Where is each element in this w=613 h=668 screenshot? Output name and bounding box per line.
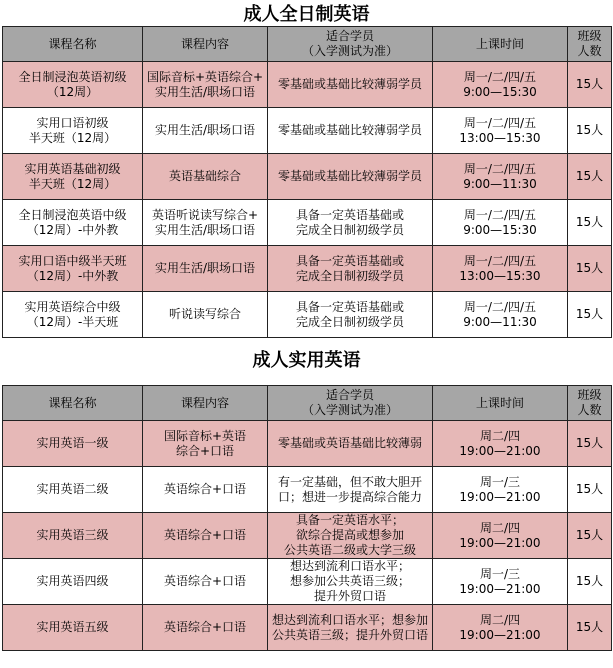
class-time-cell: 周一/二/四/五 9:00—15:30 [433,62,568,108]
section-title-fulltime: 成人全日制英语 [243,4,370,25]
class-time-cell: 周一/二/四/五 9:00—11:30 [433,154,568,200]
class-size-cell: 15人 [568,467,612,513]
course-name-cell: 实用英语五级 [3,605,143,651]
suitable-students-cell: 零基础或英语基础比较薄弱 [268,421,433,467]
course-name-cell: 实用英语三级 [3,513,143,559]
header-course-name: 课程名称 [3,27,143,62]
course-content-cell: 实用生活/职场口语 [143,108,268,154]
table-header-row [3,386,612,421]
suitable-students-cell: 具备一定英语基础或 完成全日制初级学员 [268,246,433,292]
suitable-students-cell: 零基础或基础比较薄弱学员 [268,108,433,154]
course-content-cell: 实用生活/职场口语 [143,246,268,292]
table-row [3,62,612,108]
class-time-cell: 周一/二/四/五 9:00—15:30 [433,200,568,246]
section-title-practical: 成人实用英语 [252,350,361,371]
table-row [3,605,612,651]
header-class-size: 班级 人数 [568,386,612,421]
course-content-cell: 国际音标+英语 综合+口语 [143,421,268,467]
table-row [3,108,612,154]
class-size-cell: 15人 [568,605,612,651]
practical-course-table [2,385,612,651]
header-course-content: 课程内容 [143,386,268,421]
class-size-cell: 15人 [568,421,612,467]
header-course-name: 课程名称 [3,386,143,421]
course-name-cell: 实用英语一级 [3,421,143,467]
course-content-cell: 英语综合+口语 [143,559,268,605]
suitable-students-cell: 想达到流利口语水平；想参加 公共英语三级；提升外贸口语 [268,605,433,651]
course-content-cell: 英语基础综合 [143,154,268,200]
table-row [3,292,612,338]
class-time-cell: 周二/四 19:00—21:00 [433,513,568,559]
header-class-time: 上课时间 [433,386,568,421]
class-size-cell: 15人 [568,513,612,559]
suitable-students-cell: 具备一定英语水平； 欲综合提高或想参加 公共英语二级或大学三级 [268,513,433,559]
table-row [3,246,612,292]
class-time-cell: 周一/二/四/五 9:00—11:30 [433,292,568,338]
suitable-students-cell: 有一定基础，但不敢大胆开 口；想进一步提高综合能力 [268,467,433,513]
table-header-row [3,27,612,62]
course-content-cell: 英语综合+口语 [143,513,268,559]
class-time-cell: 周二/四 19:00—21:00 [433,605,568,651]
class-size-cell: 15人 [568,292,612,338]
class-size-cell: 15人 [568,200,612,246]
class-size-cell: 15人 [568,154,612,200]
class-time-cell: 周一/二/四/五 13:00—15:30 [433,108,568,154]
table-row [3,467,612,513]
header-suitable-students: 适合学员 （入学测试为准） [268,386,433,421]
course-name-cell: 实用英语二级 [3,467,143,513]
class-time-cell: 周一/二/四/五 13:00—15:30 [433,246,568,292]
course-name-cell: 实用英语基础初级 半天班（12周） [3,154,143,200]
class-size-cell: 15人 [568,559,612,605]
course-name-cell: 实用口语初级 半天班（12周） [3,108,143,154]
suitable-students-cell: 想达到流利口语水平； 想参加公共英语三级； 提升外贸口语 [268,559,433,605]
header-suitable-students: 适合学员 （入学测试为准） [268,27,433,62]
class-time-cell: 周一/三 19:00—21:00 [433,467,568,513]
table-row [3,421,612,467]
header-class-time: 上课时间 [433,27,568,62]
table-row [3,513,612,559]
header-course-content: 课程内容 [143,27,268,62]
table-row [3,200,612,246]
course-content-cell: 听说读写综合 [143,292,268,338]
course-content-cell: 英语综合+口语 [143,605,268,651]
class-size-cell: 15人 [568,62,612,108]
course-name-cell: 全日制浸泡英语中级 （12周）-中外教 [3,200,143,246]
class-time-cell: 周一/三 19:00—21:00 [433,559,568,605]
suitable-students-cell: 具备一定英语基础或 完成全日制初级学员 [268,292,433,338]
class-time-cell: 周二/四 19:00—21:00 [433,421,568,467]
table-row [3,559,612,605]
class-size-cell: 15人 [568,246,612,292]
class-size-cell: 15人 [568,108,612,154]
fulltime-course-table [2,26,612,338]
suitable-students-cell: 具备一定英语基础或 完成全日制初级学员 [268,200,433,246]
course-content-cell: 英语听说读写综合+ 实用生活/职场口语 [143,200,268,246]
header-class-size: 班级 人数 [568,27,612,62]
suitable-students-cell: 零基础或基础比较薄弱学员 [268,154,433,200]
course-name-cell: 实用口语中级半天班 （12周）-中外教 [3,246,143,292]
course-content-cell: 英语综合+口语 [143,467,268,513]
course-name-cell: 实用英语综合中级 （12周）-半天班 [3,292,143,338]
course-name-cell: 全日制浸泡英语初级 （12周） [3,62,143,108]
course-name-cell: 实用英语四级 [3,559,143,605]
suitable-students-cell: 零基础或基础比较薄弱学员 [268,62,433,108]
table-row [3,154,612,200]
course-content-cell: 国际音标+英语综合+ 实用生活/职场口语 [143,62,268,108]
